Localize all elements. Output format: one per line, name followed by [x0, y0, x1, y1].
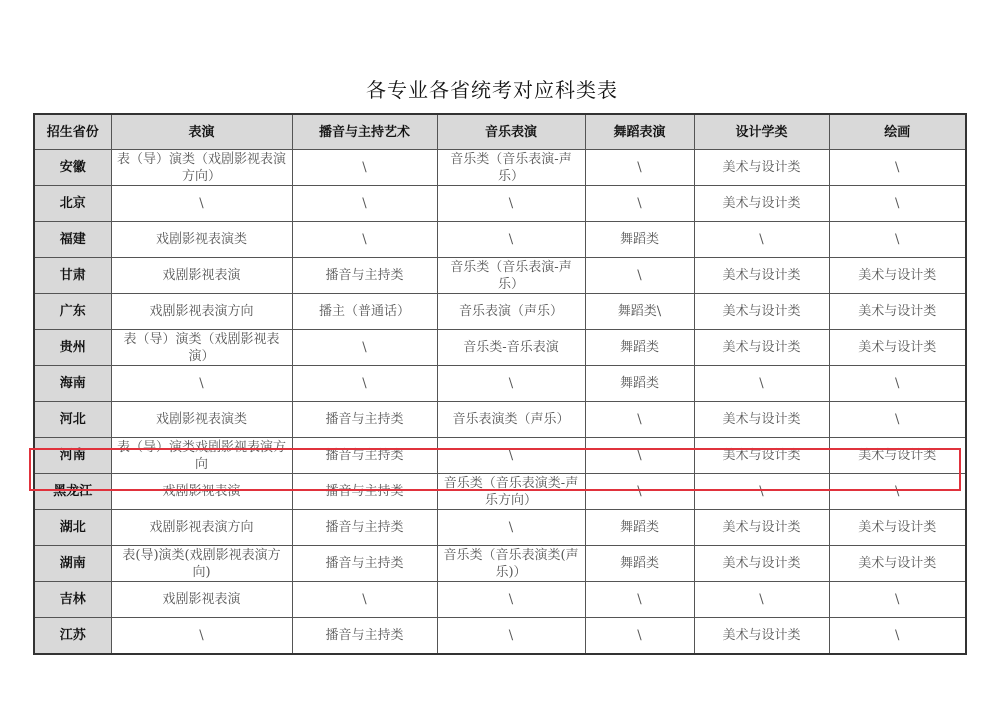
table-cell: 舞蹈类 — [585, 366, 694, 402]
province-cell: 吉林 — [34, 582, 111, 618]
table-cell: \ — [585, 186, 694, 222]
table-row — [34, 330, 966, 366]
table-cell: 美术与设计类 — [694, 438, 829, 474]
table-cell: 美术与设计类 — [694, 402, 829, 438]
table-cell: \ — [829, 474, 966, 510]
table-cell: 表（导）演类（戏剧影视表演方向） — [111, 150, 292, 186]
subject-category-table — [33, 113, 967, 655]
table-cell: 播音与主持类 — [292, 474, 437, 510]
table-cell: 美术与设计类 — [694, 186, 829, 222]
table-row — [34, 222, 966, 258]
table-cell: 美术与设计类 — [694, 510, 829, 546]
table-cell: 戏剧影视表演 — [111, 258, 292, 294]
table-cell: 舞蹈类 — [585, 222, 694, 258]
province-cell: 河南 — [34, 438, 111, 474]
province-cell: 北京 — [34, 186, 111, 222]
table-cell: 音乐类（音乐表演-声乐） — [437, 258, 585, 294]
table-cell: 美术与设计类 — [829, 546, 966, 582]
header-performance: 表演 — [111, 114, 292, 150]
table-cell: 美术与设计类 — [694, 618, 829, 655]
table-cell: 表(导)演类(戏剧影视表演方向) — [111, 546, 292, 582]
table-cell: 音乐表演类（声乐） — [437, 402, 585, 438]
table-cell: 舞蹈类 — [585, 510, 694, 546]
table-cell: 美术与设计类 — [694, 150, 829, 186]
table-cell: \ — [585, 582, 694, 618]
table-cell: \ — [437, 582, 585, 618]
table-cell: 音乐表演（声乐） — [437, 294, 585, 330]
table-cell: \ — [829, 150, 966, 186]
table-cell: 戏剧影视表演类 — [111, 222, 292, 258]
table-cell: 美术与设计类 — [829, 330, 966, 366]
province-cell: 广东 — [34, 294, 111, 330]
table-cell: \ — [111, 186, 292, 222]
table-cell: 播音与主持类 — [292, 618, 437, 655]
table-row — [34, 402, 966, 438]
table-cell: \ — [829, 618, 966, 655]
province-cell: 河北 — [34, 402, 111, 438]
table-cell: \ — [292, 366, 437, 402]
table-cell: \ — [694, 474, 829, 510]
table-cell: \ — [829, 186, 966, 222]
header-painting: 绘画 — [829, 114, 966, 150]
table-cell: 音乐类（音乐表演类(声乐)） — [437, 546, 585, 582]
table-cell: \ — [437, 222, 585, 258]
province-cell: 海南 — [34, 366, 111, 402]
table-cell: 播主（普通话） — [292, 294, 437, 330]
table-cell: \ — [437, 618, 585, 655]
header-design: 设计学类 — [694, 114, 829, 150]
table-cell: 戏剧影视表演 — [111, 474, 292, 510]
table-cell: 戏剧影视表演 — [111, 582, 292, 618]
table-cell: \ — [111, 618, 292, 655]
header-row — [34, 114, 966, 150]
province-cell: 甘肃 — [34, 258, 111, 294]
table-cell: \ — [694, 222, 829, 258]
table-row-highlighted — [34, 438, 966, 474]
table-cell: \ — [292, 582, 437, 618]
table-cell: 美术与设计类 — [694, 258, 829, 294]
province-cell: 湖南 — [34, 546, 111, 582]
table-cell: 音乐类-音乐表演 — [437, 330, 585, 366]
province-cell: 湖北 — [34, 510, 111, 546]
header-music-performance: 音乐表演 — [437, 114, 585, 150]
table-cell: 戏剧影视表演类 — [111, 402, 292, 438]
table-row — [34, 186, 966, 222]
header-dance-performance: 舞蹈表演 — [585, 114, 694, 150]
table-cell: \ — [694, 582, 829, 618]
table-cell: 舞蹈类 — [585, 546, 694, 582]
table-row — [34, 510, 966, 546]
table-cell: \ — [829, 222, 966, 258]
header-province: 招生省份 — [34, 114, 111, 150]
province-cell: 江苏 — [34, 618, 111, 655]
table-cell: \ — [437, 510, 585, 546]
table-cell: 美术与设计类 — [829, 438, 966, 474]
table-cell: \ — [829, 582, 966, 618]
table-cell: 戏剧影视表演方向 — [111, 510, 292, 546]
table-cell: 播音与主持类 — [292, 546, 437, 582]
table-cell: \ — [585, 474, 694, 510]
header-broadcasting: 播音与主持艺术 — [292, 114, 437, 150]
table-cell: 表（导）演类戏剧影视表演方向 — [111, 438, 292, 474]
table-title: 各专业各省统考对应科类表 — [366, 78, 618, 102]
table-cell: \ — [585, 618, 694, 655]
table-cell: 美术与设计类 — [694, 546, 829, 582]
table-cell: \ — [437, 438, 585, 474]
table-cell: \ — [437, 186, 585, 222]
province-cell: 福建 — [34, 222, 111, 258]
table-cell: 美术与设计类 — [694, 330, 829, 366]
province-cell: 贵州 — [34, 330, 111, 366]
table-cell: \ — [292, 330, 437, 366]
table-row — [34, 582, 966, 618]
table-cell: 播音与主持类 — [292, 258, 437, 294]
table-cell: \ — [585, 150, 694, 186]
table-cell: 音乐类（音乐表演类-声乐方向） — [437, 474, 585, 510]
table-cell: 美术与设计类 — [694, 294, 829, 330]
table-row — [34, 546, 966, 582]
table-cell: \ — [585, 438, 694, 474]
table-cell: 播音与主持类 — [292, 510, 437, 546]
province-cell: 安徽 — [34, 150, 111, 186]
province-cell: 黑龙江 — [34, 474, 111, 510]
table-cell: \ — [292, 186, 437, 222]
table-row — [34, 366, 966, 402]
table-cell: 音乐类（音乐表演-声乐） — [437, 150, 585, 186]
table-cell: \ — [585, 402, 694, 438]
table-cell: 舞蹈类\ — [585, 294, 694, 330]
table-cell: \ — [829, 366, 966, 402]
table-row — [34, 618, 966, 655]
table-cell: 舞蹈类 — [585, 330, 694, 366]
table-cell: \ — [292, 222, 437, 258]
table-row — [34, 474, 966, 510]
table-cell: \ — [694, 366, 829, 402]
table-cell: 美术与设计类 — [829, 510, 966, 546]
table-cell: 播音与主持类 — [292, 438, 437, 474]
table-cell: \ — [829, 402, 966, 438]
table-cell: 表（导）演类（戏剧影视表演） — [111, 330, 292, 366]
table-cell: 戏剧影视表演方向 — [111, 294, 292, 330]
table-row — [34, 258, 966, 294]
table-row — [34, 294, 966, 330]
table-cell: \ — [437, 366, 585, 402]
table-row — [34, 150, 966, 186]
table-cell: 播音与主持类 — [292, 402, 437, 438]
table-cell: 美术与设计类 — [829, 294, 966, 330]
table-cell: \ — [111, 366, 292, 402]
table-cell: \ — [292, 150, 437, 186]
table-cell: 美术与设计类 — [829, 258, 966, 294]
table-cell: \ — [585, 258, 694, 294]
